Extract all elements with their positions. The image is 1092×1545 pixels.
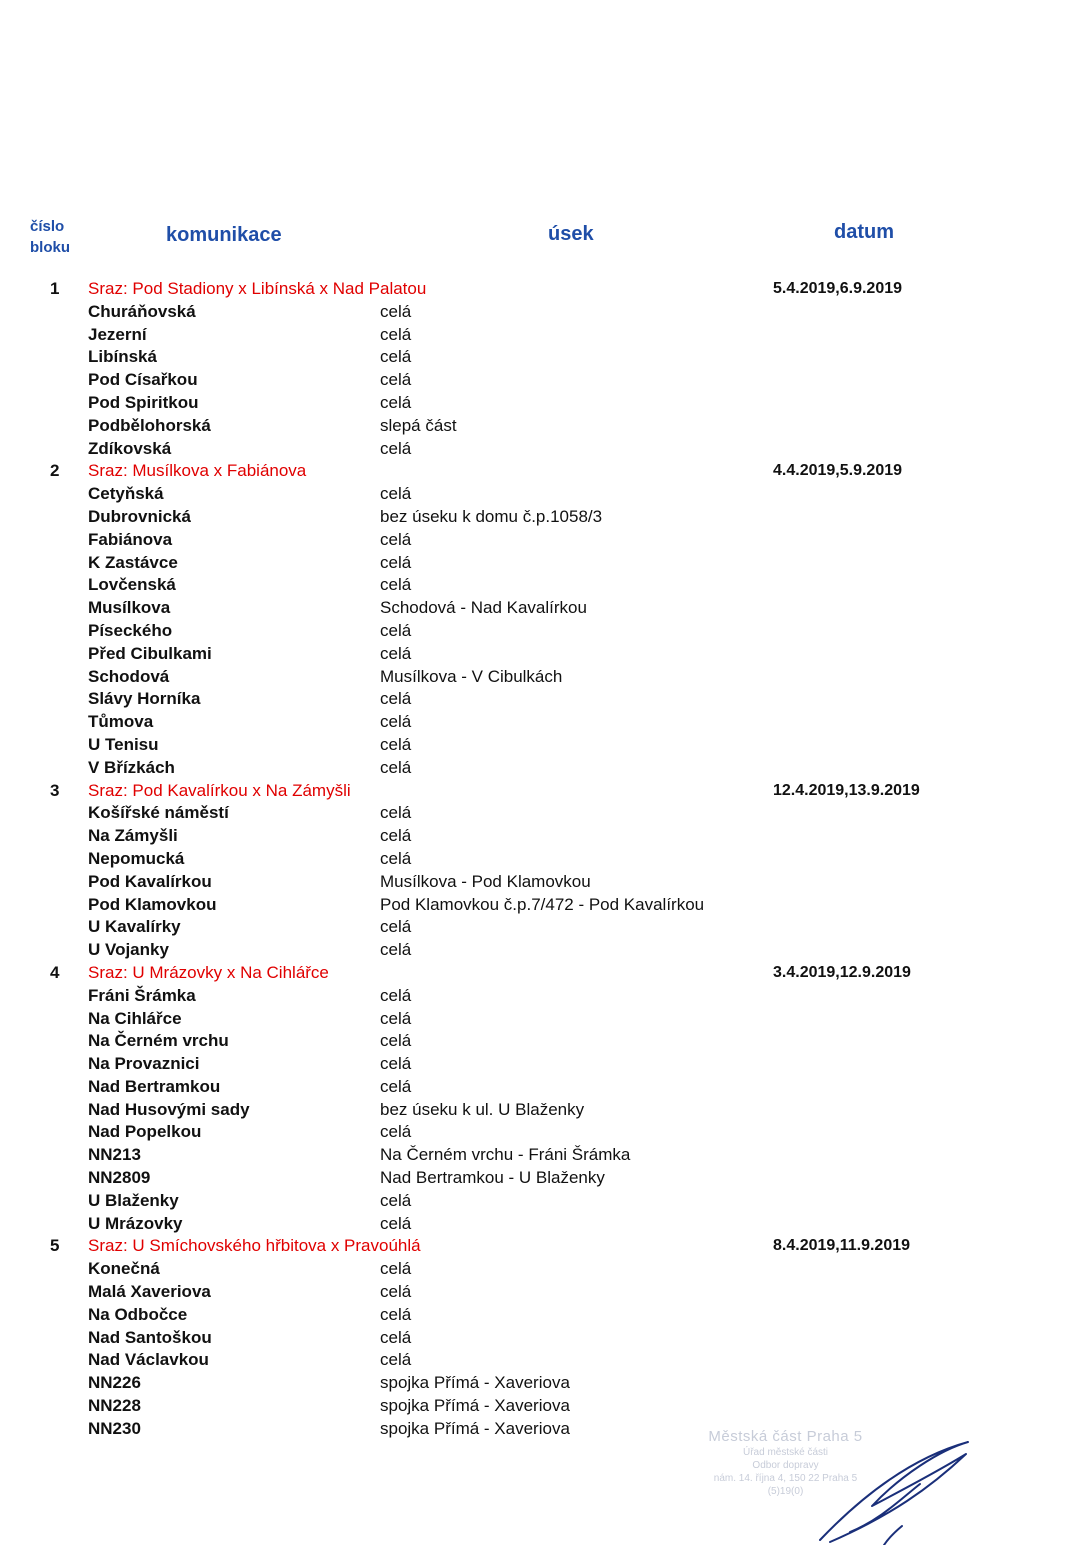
- street-segment: celá: [380, 301, 412, 321]
- street-name: Nad Husovými sady: [88, 1099, 250, 1119]
- street-row: [0, 369, 1092, 392]
- street-segment: celá: [380, 1122, 412, 1142]
- block-dates: 8.4.2019,11.9.2019: [773, 1237, 911, 1255]
- street-segment: spojka Přímá - Xaveriova: [380, 1373, 570, 1393]
- street-row: [0, 894, 1092, 917]
- street-name: Na Zámyšli: [88, 826, 178, 846]
- street-name: Nad Bertramkou: [88, 1076, 221, 1096]
- block-dates: 12.4.2019,13.9.2019: [773, 781, 920, 799]
- street-segment: celá: [380, 529, 412, 549]
- street-segment: celá: [380, 1031, 412, 1051]
- street-row: [0, 1281, 1092, 1304]
- street-row: [0, 552, 1092, 575]
- street-segment: celá: [380, 757, 412, 777]
- street-row: [0, 483, 1092, 506]
- block-number: 2: [50, 461, 60, 481]
- street-name: Tůmova: [88, 712, 154, 732]
- meeting-point: Sraz: U Mrázovky x Na Cihlářce: [88, 962, 329, 982]
- street-row: [0, 392, 1092, 415]
- street-name: Konečná: [88, 1259, 160, 1279]
- street-row: [0, 711, 1092, 734]
- street-name: Zdíkovská: [88, 438, 172, 458]
- street-row: [0, 802, 1092, 825]
- street-row: [0, 848, 1092, 871]
- street-name: NN213: [88, 1145, 141, 1165]
- street-row: [0, 688, 1092, 711]
- street-segment: celá: [380, 1327, 412, 1347]
- street-segment: celá: [380, 1282, 412, 1302]
- street-name: Podbělohorská: [88, 415, 211, 435]
- street-segment: celá: [380, 392, 412, 412]
- street-name: V Břízkách: [88, 757, 175, 777]
- street-name: Libínská: [88, 347, 157, 367]
- block-header-row: [0, 962, 1092, 985]
- street-segment: celá: [380, 940, 412, 960]
- street-name: Na Černém vrchu: [88, 1031, 229, 1051]
- street-name: Fráni Šrámka: [88, 985, 196, 1005]
- street-row: [0, 1053, 1092, 1076]
- street-segment: celá: [380, 370, 412, 390]
- street-row: [0, 1395, 1092, 1418]
- street-segment: celá: [380, 438, 412, 458]
- street-segment: Pod Klamovkou č.p.7/472 - Pod Kavalírkou: [380, 894, 705, 914]
- street-name: Pod Kavalírkou: [88, 871, 212, 891]
- street-segment: bez úseku k domu č.p.1058/3: [380, 506, 603, 526]
- street-row: [0, 1372, 1092, 1395]
- street-row: [0, 1144, 1092, 1167]
- street-name: NN226: [88, 1373, 141, 1393]
- street-name: Na Cihlářce: [88, 1008, 182, 1028]
- street-row: [0, 1030, 1092, 1053]
- street-name: Pod Spiritkou: [88, 392, 199, 412]
- street-row: [0, 985, 1092, 1008]
- street-row: [0, 301, 1092, 324]
- street-segment: celá: [380, 620, 412, 640]
- street-row: [0, 643, 1092, 666]
- block-number: 5: [50, 1236, 60, 1256]
- street-segment: celá: [380, 347, 412, 367]
- stamp-line4: nám. 14. října 4, 150 22 Praha 5: [713, 1473, 858, 1484]
- street-segment: celá: [380, 1008, 412, 1028]
- street-name: Nepomucká: [88, 848, 185, 868]
- street-name: Pod Císařkou: [88, 370, 198, 390]
- street-segment: celá: [380, 1190, 412, 1210]
- cleaning-schedule-table: [0, 278, 1092, 1441]
- street-segment: slepá část: [380, 415, 457, 435]
- street-name: Košířské náměstí: [88, 803, 229, 823]
- street-name: Na Odbočce: [88, 1304, 188, 1324]
- street-segment: celá: [380, 484, 412, 504]
- stamp-line2: Úřad městské části: [742, 1447, 829, 1458]
- street-name: U Blaženky: [88, 1190, 179, 1210]
- street-row: [0, 1008, 1092, 1031]
- meeting-point: Sraz: Pod Kavalírkou x Na Zámyšli: [88, 780, 351, 800]
- street-segment: bez úseku k ul. U Blaženky: [380, 1099, 585, 1119]
- meeting-point: Sraz: Musílkova x Fabiánova: [88, 461, 307, 481]
- street-segment: celá: [380, 803, 412, 823]
- street-row: [0, 1327, 1092, 1350]
- street-name: U Mrázovky: [88, 1213, 183, 1233]
- street-segment: celá: [380, 848, 412, 868]
- street-name: NN230: [88, 1418, 141, 1438]
- block-header-row: [0, 278, 1092, 301]
- street-row: [0, 871, 1092, 894]
- street-name: Nad Santoškou: [88, 1327, 212, 1347]
- street-row: [0, 916, 1092, 939]
- street-segment: celá: [380, 1054, 412, 1074]
- block-dates: 5.4.2019,6.9.2019: [773, 280, 903, 297]
- street-row: [0, 939, 1092, 962]
- meeting-point: Sraz: Pod Stadiony x Libínská x Nad Palatou: [88, 279, 427, 298]
- street-name: NN2809: [88, 1168, 151, 1188]
- street-segment: Nad Bertramkou - U Blaženky: [380, 1168, 605, 1188]
- street-name: Fabiánova: [88, 529, 173, 549]
- header-date: datum: [834, 221, 894, 243]
- signature-stroke: [820, 1442, 968, 1545]
- street-segment: celá: [380, 324, 412, 344]
- street-row: [0, 597, 1092, 620]
- street-segment: celá: [380, 1076, 412, 1096]
- street-segment: Na Černém vrchu - Fráni Šrámka: [380, 1145, 631, 1165]
- block-number: 1: [50, 279, 60, 298]
- block-number: 4: [50, 962, 60, 982]
- street-segment: celá: [380, 1304, 412, 1324]
- street-name: Pod Klamovkou: [88, 894, 217, 914]
- street-row: [0, 666, 1092, 689]
- street-row: [0, 324, 1092, 347]
- header-block-number: [30, 216, 70, 258]
- street-segment: celá: [380, 1259, 412, 1279]
- street-name: Na Provaznici: [88, 1054, 200, 1074]
- street-name: Píseckého: [88, 620, 173, 640]
- street-row: [0, 1099, 1092, 1122]
- street-row: [0, 734, 1092, 757]
- street-name: Lovčenská: [88, 575, 176, 595]
- street-name: K Zastávce: [88, 552, 178, 572]
- stamp-line3: Odbor dopravy: [752, 1460, 819, 1471]
- block-header-row: [0, 1235, 1092, 1258]
- street-name: Malá Xaveriova: [88, 1282, 211, 1302]
- street-segment: celá: [380, 985, 412, 1005]
- street-row: [0, 1304, 1092, 1327]
- street-row: [0, 1167, 1092, 1190]
- street-row: [0, 1190, 1092, 1213]
- street-segment: celá: [380, 552, 412, 572]
- street-row: [0, 438, 1092, 461]
- street-segment: celá: [380, 689, 412, 709]
- street-row: [0, 415, 1092, 438]
- street-segment: celá: [380, 826, 412, 846]
- street-row: [0, 1076, 1092, 1099]
- street-name: Před Cibulkami: [88, 643, 212, 663]
- street-name: Churáňovská: [88, 301, 196, 321]
- street-name: U Tenisu: [88, 734, 159, 754]
- street-segment: spojka Přímá - Xaveriova: [380, 1418, 570, 1438]
- street-segment: celá: [380, 643, 412, 663]
- street-row: [0, 1121, 1092, 1144]
- header-segment: úsek: [548, 223, 594, 245]
- street-name: Dubrovnická: [88, 506, 191, 526]
- street-segment: spojka Přímá - Xaveriova: [380, 1396, 570, 1416]
- block-header-row: [0, 780, 1092, 803]
- street-segment: Schodová - Nad Kavalírkou: [380, 598, 587, 618]
- street-row: [0, 620, 1092, 643]
- street-name: Jezerní: [88, 324, 147, 344]
- street-name: Nad Václavkou: [88, 1350, 209, 1370]
- street-row: [0, 529, 1092, 552]
- meeting-point: Sraz: U Smíchovského hřbitova x Pravoúhlá: [88, 1236, 421, 1256]
- street-segment: celá: [380, 575, 412, 595]
- street-name: Slávy Horníka: [88, 689, 201, 709]
- header-street: komunikace: [166, 224, 282, 246]
- street-segment: Musílkova - V Cibulkách: [380, 666, 563, 686]
- header-block-number-line2: bloku: [30, 239, 70, 256]
- block-dates: 4.4.2019,5.9.2019: [773, 462, 903, 480]
- handwritten-signature: [790, 1428, 980, 1545]
- street-segment: celá: [380, 712, 412, 732]
- street-row: [0, 506, 1092, 529]
- street-name: U Kavalírky: [88, 917, 181, 937]
- block-number: 3: [50, 780, 60, 800]
- street-name: Schodová: [88, 666, 170, 686]
- street-row: [0, 346, 1092, 369]
- street-name: U Vojanky: [88, 940, 169, 960]
- stamp-line5: (5)19(0): [767, 1486, 804, 1497]
- street-segment: celá: [380, 1350, 412, 1370]
- street-segment: celá: [380, 1213, 412, 1233]
- street-row: [0, 1213, 1092, 1236]
- header-block-number-line1: číslo: [30, 218, 65, 235]
- block-header-row: [0, 460, 1092, 483]
- street-name: Musílkova: [88, 598, 171, 618]
- block-dates: 3.4.2019,12.9.2019: [773, 963, 911, 981]
- street-segment: Musílkova - Pod Klamovkou: [380, 871, 591, 891]
- street-name: NN228: [88, 1396, 141, 1416]
- street-segment: celá: [380, 917, 412, 937]
- street-name: Nad Popelkou: [88, 1122, 202, 1142]
- street-row: [0, 1258, 1092, 1281]
- street-row: [0, 757, 1092, 780]
- street-row: [0, 574, 1092, 597]
- street-segment: celá: [380, 734, 412, 754]
- stamp-line1: Městská část Praha 5: [708, 1428, 863, 1445]
- street-row: [0, 1349, 1092, 1372]
- street-row: [0, 825, 1092, 848]
- street-name: Cetyňská: [88, 484, 164, 504]
